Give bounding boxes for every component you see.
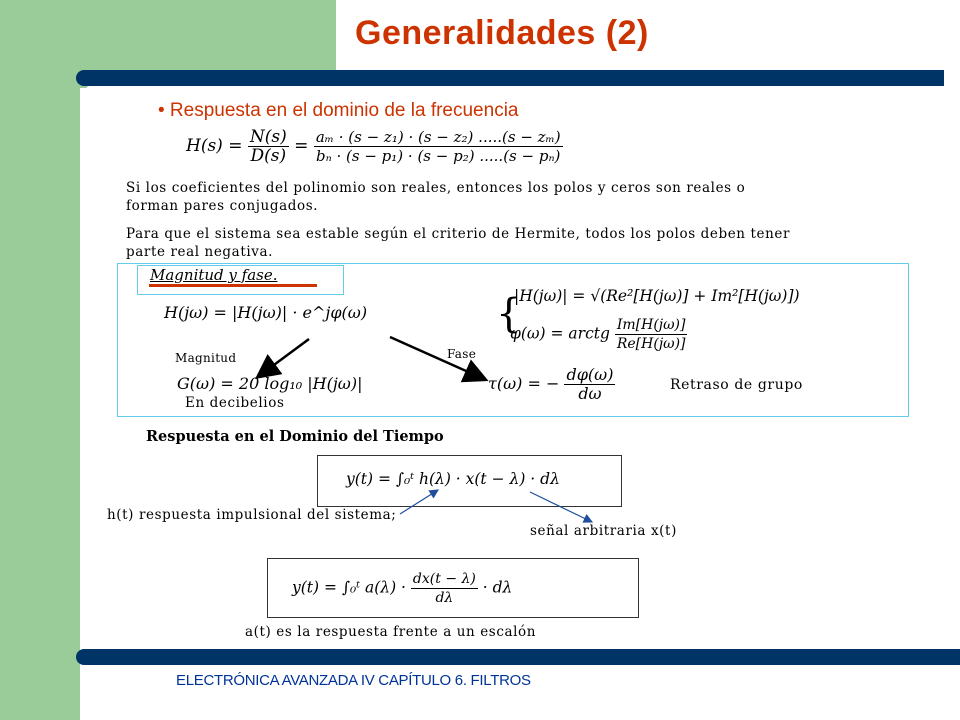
nd-fraction xyxy=(248,128,289,165)
tau-num: dφ(ω) xyxy=(566,365,614,384)
arrow-magnitud xyxy=(259,339,309,376)
tau-lhs: τ(ω) = − xyxy=(488,374,560,393)
step-lhs: y(t) = ∫₀ᵗ a(λ) · xyxy=(292,578,406,597)
nd-num: N(s) xyxy=(249,127,287,147)
group-delay-label: Retraso de grupo xyxy=(670,377,803,393)
transfer-function xyxy=(186,128,563,165)
poles-zeros-fraction xyxy=(314,128,563,165)
para-hermite-1: Para que el sistema sea estable según el criterio de Hermite, todos los polos deben tener xyxy=(126,226,791,242)
h-polar-form: H(jω) = |H(jω)| · e^jφ(ω) xyxy=(164,303,368,322)
gain-unit: En decibelios xyxy=(185,395,285,411)
time-domain-heading: Respuesta en el Dominio del Tiempo xyxy=(146,428,444,445)
impulse-response-desc: h(t) respuesta impulsional del sistema; xyxy=(107,507,397,523)
arbitrary-signal-desc: señal arbitraria x(t) xyxy=(530,523,677,539)
step-rhs: · dλ xyxy=(482,578,513,597)
footer-course-title: ELECTRÓNICA AVANZADA IV CAPÍTULO 6. FILTROS xyxy=(176,672,531,689)
bottom-divider-bar xyxy=(76,649,960,665)
label-fase: Fase xyxy=(447,347,477,361)
phase-num: Im[H(jω)] xyxy=(616,317,686,333)
left-green-band xyxy=(0,0,80,720)
phase-lhs: φ(ω) = arctg xyxy=(510,324,610,343)
para-real-coefficients-1: Si los coeficientes del polinomio son reales, entonces los polos y ceros son reales o xyxy=(126,180,746,196)
step-response-desc: a(t) es la respuesta frente a un escalón xyxy=(245,624,537,640)
arrow-to-h xyxy=(400,490,438,514)
slide-title: Generalidades (2) xyxy=(355,14,649,52)
h-lhs: H(s) = xyxy=(186,136,243,156)
nd-den: D(s) xyxy=(250,146,287,166)
para-real-coefficients-2: forman pares conjugados. xyxy=(126,198,319,214)
step-num: dx(t − λ) xyxy=(412,571,476,587)
zeros-num: aₘ · (s − z₁) · (s − z₂) .....(s − zₘ) xyxy=(315,128,561,146)
poles-den: bₙ · (s − p₁) · (s − p₂) .....(s − pₙ) xyxy=(316,147,561,165)
eq-sign: = xyxy=(294,136,309,156)
phase-den: Re[H(jω)] xyxy=(616,336,686,352)
step-response-equation xyxy=(292,570,512,607)
tau-den: dω xyxy=(578,384,602,403)
tau-fraction xyxy=(564,366,615,403)
top-divider-bar xyxy=(76,70,944,86)
gain-equation: G(ω) = 20 log₁₀ |H(jω)| xyxy=(177,374,363,393)
system-brace: { xyxy=(496,291,522,337)
step-den: dλ xyxy=(435,590,454,606)
label-magnitud: Magnitud xyxy=(175,351,237,365)
arrow-to-x xyxy=(530,492,592,522)
para-hermite-2: parte real negativa. xyxy=(126,244,274,260)
bullet-frequency-domain: • Respuesta en el dominio de la frecuencia xyxy=(158,100,519,121)
group-delay-equation xyxy=(488,366,615,403)
convolution-equation: y(t) = ∫₀ᵗ h(λ) · x(t − λ) · dλ xyxy=(346,470,560,488)
step-fraction xyxy=(411,570,478,607)
magnitude-phase-heading: Magnitud y fase. xyxy=(150,266,278,284)
modulus-equation: |H(jω)| = √(Re²[H(jω)] + Im²[H(jω)]) xyxy=(514,287,800,305)
